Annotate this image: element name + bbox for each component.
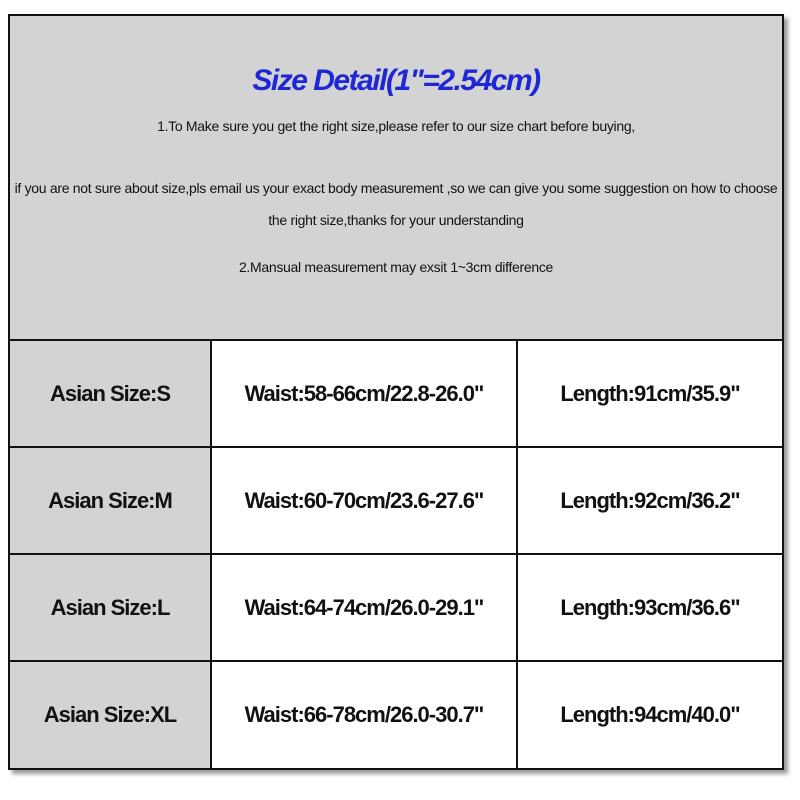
length-cell: Length:93cm/36.6" — [518, 555, 782, 660]
waist-cell: Waist:58-66cm/22.8-26.0" — [212, 341, 518, 446]
size-row-xl — [10, 662, 782, 768]
size-label-cell: Asian Size:XL — [10, 662, 212, 768]
waist-cell: Waist:66-78cm/26.0-30.7" — [212, 662, 518, 768]
size-chart-title: Size Detail(1"=2.54cm) — [252, 64, 540, 97]
length-cell: Length:91cm/35.9" — [518, 341, 782, 446]
size-table — [10, 341, 782, 768]
size-label-cell: Asian Size:L — [10, 555, 212, 660]
size-advice-line-1: 1.To Make sure you get the right size,please refer to our size chart before buying, — [157, 118, 635, 134]
size-label-cell: Asian Size:M — [10, 448, 212, 553]
size-chart-header — [10, 16, 782, 341]
size-row-s — [10, 341, 782, 448]
size-advice-line-2: if you are not sure about size,pls email us your exact body measurement ,so we can give you some suggestion on how to choose the right size,thanks for your understanding — [14, 180, 778, 228]
size-row-m — [10, 448, 782, 555]
waist-cell: Waist:64-74cm/26.0-29.1" — [212, 555, 518, 660]
size-label-cell: Asian Size:S — [10, 341, 212, 446]
length-cell: Length:92cm/36.2" — [518, 448, 782, 553]
measurement-difference-note: 2.Mansual measurement may exsit 1~3cm difference — [238, 259, 554, 275]
waist-cell: Waist:60-70cm/23.6-27.6" — [212, 448, 518, 553]
size-chart-frame — [8, 14, 784, 770]
length-cell: Length:94cm/40.0" — [518, 662, 782, 768]
size-row-l — [10, 555, 782, 662]
